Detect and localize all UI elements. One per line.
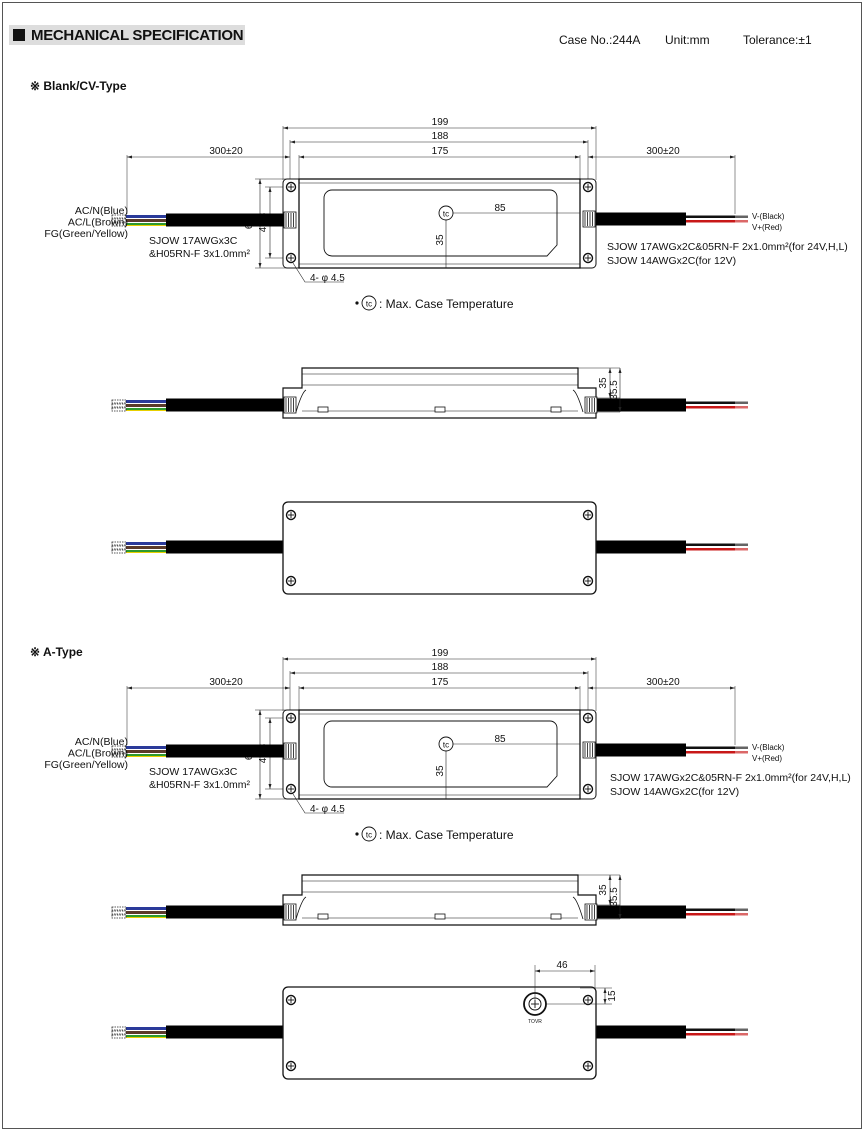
tc-symbol: tc [365, 830, 373, 840]
output-wire-label: V-(Black) [752, 743, 785, 752]
input-wire [126, 215, 166, 218]
case-body [299, 710, 580, 799]
top-view [44, 648, 850, 842]
input-cable-spec: &H05RN-F 3x1.0mm² [149, 779, 250, 791]
input-wire-label: AC/L(Brown) [67, 747, 128, 760]
stripped-wire-end [112, 400, 126, 403]
stripped-wire-end [735, 402, 748, 409]
input-wire [126, 542, 166, 545]
bullet [355, 832, 358, 835]
input-wire-label: AC/N(Blue) [74, 736, 128, 748]
dimension-label: 35.5 [609, 887, 620, 907]
bullet [355, 301, 358, 304]
stripped-wire-end [112, 1031, 126, 1034]
stripped-wire-end [112, 404, 126, 407]
input-wire-label: FG(Green/Yellow) [44, 228, 128, 240]
input-cable-spec: SJOW 17AWGx3C [149, 766, 238, 778]
stripped-wire-end [112, 408, 126, 411]
stripped-wire-end [112, 542, 126, 545]
stripped-wire-end [735, 216, 748, 223]
dimension-label: 188 [431, 662, 449, 673]
tc-symbol: tc [442, 209, 450, 219]
dimension-label: 15 [607, 990, 618, 1002]
dimension-label: 300±20 [646, 677, 680, 688]
input-cable [166, 399, 284, 412]
stripped-wire-end [735, 1029, 748, 1036]
tc-note: : Max. Case Temperature [379, 297, 514, 311]
dimension-label: 175 [431, 146, 449, 157]
input-cable [166, 906, 284, 919]
input-cable [166, 745, 284, 758]
dimension-label: 300±20 [209, 677, 243, 688]
input-wire [126, 1031, 166, 1034]
tc-note: : Max. Case Temperature [379, 828, 514, 842]
case-bottom-outline [283, 987, 596, 1079]
stripped-wire-end [112, 550, 126, 553]
holes-spec: 4- φ 4.5 [310, 273, 345, 284]
tolerance: Tolerance:±1 [743, 33, 812, 47]
holes-spec: 4- φ 4.5 [310, 804, 345, 815]
bottom-view [112, 502, 748, 594]
dimension-label: 35 [435, 765, 446, 777]
input-wire-stripe [126, 917, 166, 918]
stripped-wire-end [735, 909, 748, 916]
mounting-slot [551, 407, 561, 412]
input-wire-label: AC/N(Blue) [74, 205, 128, 217]
input-wire-stripe [126, 756, 166, 757]
output-wire-label: V+(Red) [752, 754, 783, 763]
mounting-slot [435, 914, 445, 919]
side-view [112, 368, 748, 418]
input-wire [126, 911, 166, 914]
dimension-label: 199 [431, 648, 449, 659]
dimension-label: 300±20 [646, 146, 680, 157]
dimension-label: 35.5 [609, 380, 620, 400]
case-bottom-outline [283, 502, 596, 594]
output-cable-spec: SJOW 14AWGx2C(for 12V) [610, 786, 740, 798]
input-cable-spec: &H05RN-F 3x1.0mm² [149, 248, 250, 260]
dimension-label: 85 [494, 734, 506, 745]
case-number: Case No.:244A [559, 33, 641, 47]
input-wire-label: AC/L(Brown) [67, 216, 128, 229]
stripped-wire-end [112, 1035, 126, 1038]
output-wire-label: V-(Black) [752, 212, 785, 221]
input-wire [126, 400, 166, 403]
page-title: MECHANICAL SPECIFICATION [31, 26, 244, 44]
output-cable-spec: SJOW 17AWGx2C&05RN-F 2x1.0mm²(for 24V,H,L) [607, 241, 848, 253]
dimension-label: 188 [431, 131, 449, 142]
input-wire [126, 546, 166, 549]
dimension-label: 35 [435, 234, 446, 246]
output-wire-label: V+(Red) [752, 223, 783, 232]
stripped-wire-end [112, 1027, 126, 1030]
top-view [44, 117, 847, 311]
input-wire-stripe [126, 1037, 166, 1038]
section-title: ※ Blank/CV-Type [30, 79, 127, 93]
input-wire-stripe [126, 225, 166, 226]
input-wire [126, 746, 166, 749]
stripped-wire-end [112, 915, 126, 918]
bottom-view [112, 960, 748, 1079]
input-wire [126, 404, 166, 407]
dimension-label: 35 [598, 884, 609, 896]
tc-symbol: tc [365, 299, 373, 309]
input-wire [126, 219, 166, 222]
section-title: ※ A-Type [30, 645, 83, 659]
stripped-wire-end [735, 544, 748, 551]
mounting-slot [435, 407, 445, 412]
dimension-label: 35 [598, 377, 609, 389]
output-cable-spec: SJOW 17AWGx2C&05RN-F 2x1.0mm²(for 24V,H,L) [610, 772, 851, 784]
output-cable [596, 541, 686, 554]
dimension-label: 300±20 [209, 146, 243, 157]
unit: Unit:mm [665, 33, 710, 47]
mounting-slot [318, 407, 328, 412]
input-wire-stripe [126, 410, 166, 411]
input-wire [126, 1027, 166, 1030]
input-cable [166, 214, 284, 227]
input-wire-label: FG(Green/Yellow) [44, 759, 128, 771]
output-cable [596, 744, 686, 757]
stripped-wire-end [112, 911, 126, 914]
side-view [112, 875, 748, 925]
stripped-wire-end [112, 546, 126, 549]
case-body [299, 179, 580, 268]
adjust-label: TOVR [528, 1019, 542, 1025]
mounting-slot [551, 914, 561, 919]
input-wire [126, 750, 166, 753]
input-wire [126, 907, 166, 910]
stripped-wire-end [735, 747, 748, 754]
output-cable [596, 1026, 686, 1039]
input-wire-stripe [126, 552, 166, 553]
mounting-slot [318, 914, 328, 919]
input-cable [166, 541, 284, 554]
dimension-label: 175 [431, 677, 449, 688]
dimension-label: 85 [494, 203, 506, 214]
tc-symbol: tc [442, 740, 450, 750]
stripped-wire-end [112, 907, 126, 910]
output-cable [596, 213, 686, 226]
output-cable-spec: SJOW 14AWGx2C(for 12V) [607, 255, 737, 267]
input-cable-spec: SJOW 17AWGx3C [149, 235, 238, 247]
input-cable [166, 1026, 284, 1039]
dimension-label: 46 [556, 960, 568, 971]
dimension-label: 199 [431, 117, 449, 128]
